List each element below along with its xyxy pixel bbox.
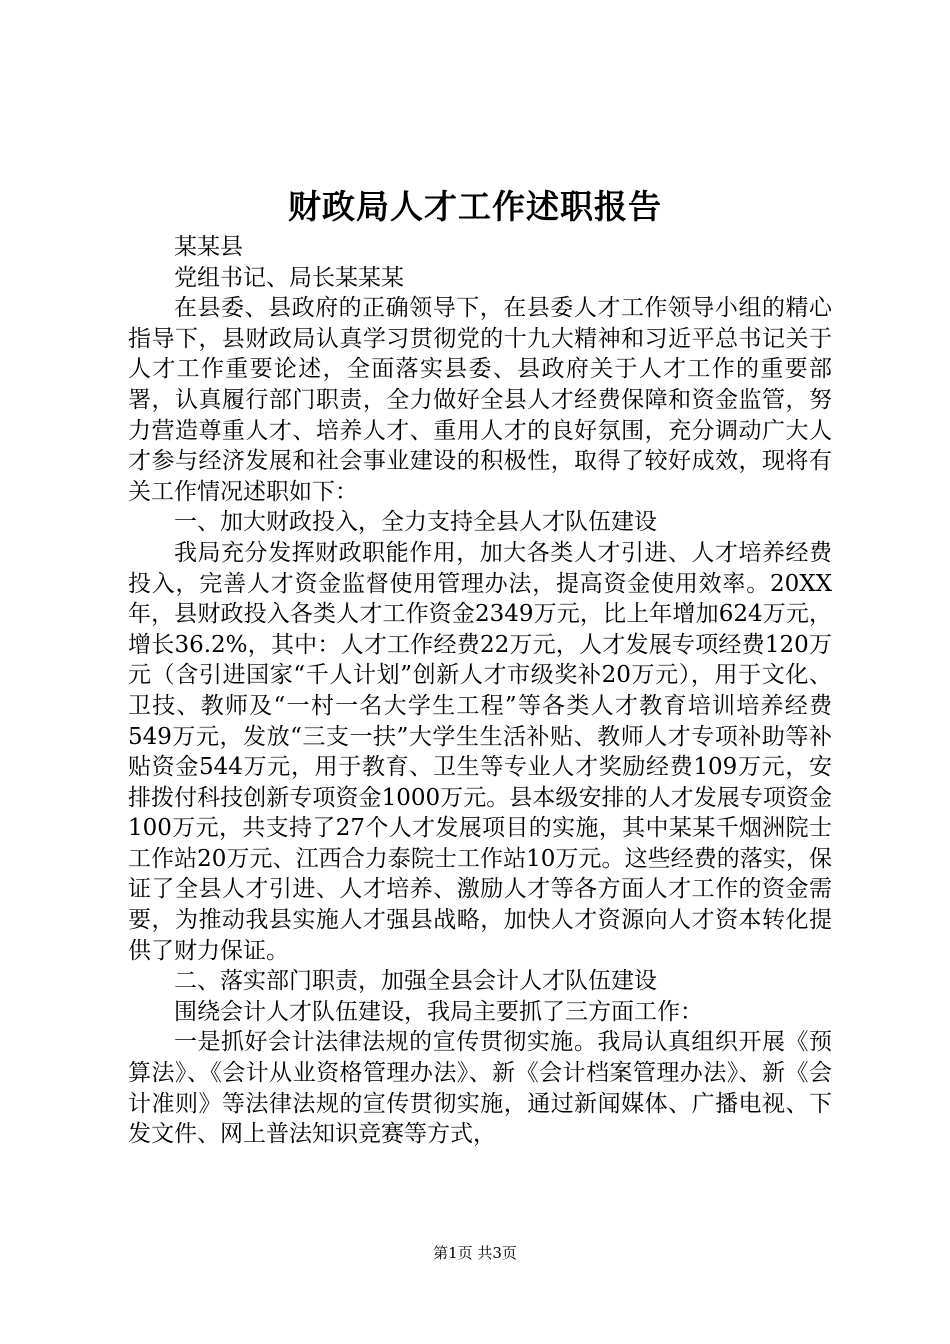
paragraph-three-aspects: 围绕会计人才队伍建设，我局主要抓了三方面工作： <box>174 998 703 1025</box>
paragraph-law-publicity: 一是抓好会计法律法规的宣传贯彻实施。我局认真组织开展《预算法》、《会计从业资格管理办法》、新《会计档案管理办法》、新《会计准则》等法律法规的宣传贯彻实施，通过新闻媒体、广播电视、下发文件、网上普法知识竞赛等方式， <box>128 1029 832 1148</box>
paragraph-county: 某某县 <box>174 234 243 260</box>
paragraph-intro: 在县委、县政府的正确领导下，在县委人才工作领导小组的精心指导下，县财政局认真学习贯彻党的十九大精神和习近平总书记关于人才工作重要论述，全面落实县委、县政府关于人才工作的重要部署，认真履行部门职责，全力做好全县人才经费保障和资金监管，努力营造尊重人才、培养人才、重用人才的良好氛围，充分调动广大人才参与经济发展和社会事业建设的积极性，取得了较好成效，现将有关工作情况述职如下： <box>128 295 832 505</box>
paragraph-author: 党组书记、局长某某某 <box>174 264 404 291</box>
document-title: 财政局人才工作述职报告 <box>288 187 662 226</box>
document-body <box>128 232 832 1150</box>
section-heading-2: 二、落实部门职责，加强全县会计人才队伍建设 <box>174 968 657 995</box>
section-heading-1: 一、加大财政投入，全力支持全县人才队伍建设 <box>174 509 657 536</box>
paragraph-funding: 我局充分发挥财政职能作用，加大各类人才引进、人才培养经费投入，完善人才资金监督使用管理办法，提高资金使用效率。20XX年，县财政投入各类人才工作资金2349万元，比上年增加624万元，增长36.2%，其中：人才工作经费22万元，人才发展专项经费120万元（含引进国家“千人计划”创新人才市级奖补20万元），用于文化、卫技、教师及“一村一名大学生工程”等各类人才教育培训培养经费549万元，发放“三支一扶”大学生生活补贴、教师人才专项补助等补贴资金544万元，用于教育、卫生等专业人才奖励经费109万元，安排拨付科技创新专项资金1000万元。县本级安排的人才发展专项资金100万元，共支持了27个人才发展项目的实施，其中某某千烟洲院士工作站20万元、江西合力泰院士工作站10万元。这些经费的落实，保证了全县人才引进、人才培养、激励人才等各方面人才工作的资金需要，为推动我县实施人才强县战略，加快人才资源向人才资本转化提供了财力保证。 <box>128 539 832 964</box>
page-footer: 第1页 共3页 <box>433 1244 517 1262</box>
